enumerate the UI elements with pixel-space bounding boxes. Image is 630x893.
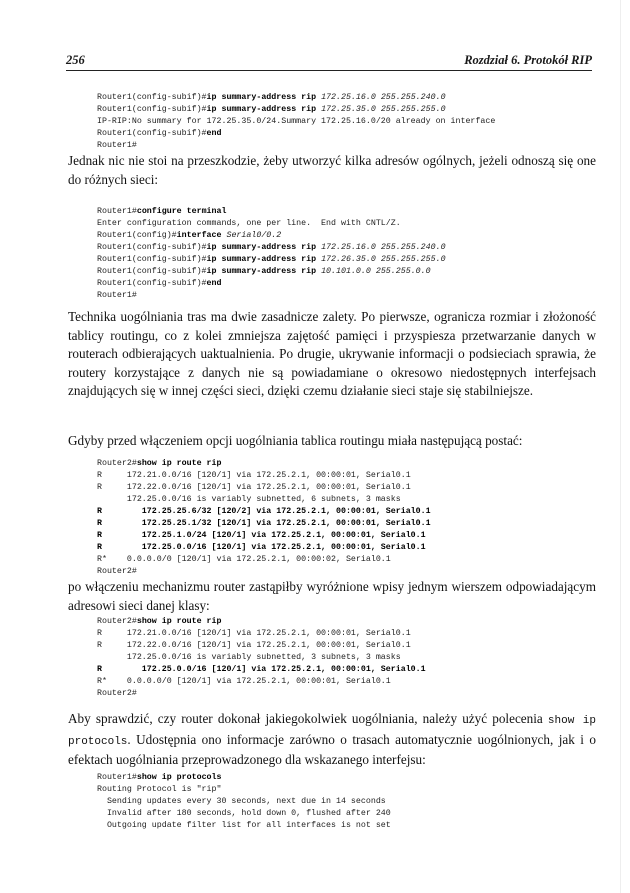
- code-command: ip summary-address rip: [206, 105, 317, 114]
- code-line: [97, 506, 431, 518]
- code-line: [97, 278, 446, 290]
- code-line: [97, 530, 431, 542]
- code-argument: 10.101.0.0 255.255.0.0: [321, 267, 431, 276]
- code-text: Routing Protocol is "rip": [97, 785, 222, 794]
- code-line: [97, 128, 495, 140]
- paragraph-multiple-summaries: Jednak nic nie stoi na przeszkodzie, żeby utworzyć kilka adresów ogólnych, jeżeli odnoszą się one do różnych sieci:: [68, 153, 596, 187]
- code-text: R 172.21.0.0/16 [120/1] via 172.25.2.1, 00:00:01, Serial0.1: [97, 629, 411, 638]
- code-text: Router1(config-subif)#: [97, 279, 207, 288]
- paragraph-text-before: Aby sprawdzić, czy router dokonał jakiegokolwiek uogólniania, należy użyć polecenia: [68, 711, 548, 726]
- code-text: R 172.22.0.0/16 [120/1] via 172.25.2.1, 00:00:01, Serial0.1: [97, 641, 411, 650]
- code-text: Router1#: [97, 141, 137, 150]
- page-header: [66, 48, 592, 71]
- code-line: [97, 616, 426, 628]
- code-line: [97, 628, 426, 640]
- code-command: interface: [176, 231, 222, 240]
- code-line: [97, 116, 495, 128]
- code-line: [97, 688, 426, 700]
- code-text: R* 0.0.0.0/0 [120/1] via 172.25.2.1, 00:00:02, Serial0.1: [97, 555, 391, 564]
- code-text: Router2#: [97, 689, 137, 698]
- code-line: [97, 254, 446, 266]
- code-line: [97, 266, 446, 278]
- code-command: end: [206, 129, 222, 138]
- code-line: [97, 772, 391, 784]
- code-argument: 172.25.16.0 255.255.240.0: [321, 93, 446, 102]
- code-line: [97, 820, 391, 832]
- code-block-show-ip-protocols: [97, 772, 391, 832]
- paragraph-text-after: . Udostępnia ono informacje zarówno o trasach automatycznie uogólnionych, jak i o efektach uogólniania przeprowadzonego dla wskazanego interfejsu:: [68, 731, 596, 767]
- code-line: [97, 206, 446, 218]
- code-line: [97, 566, 431, 578]
- code-line: [97, 518, 431, 530]
- code-text: Router2#: [97, 567, 137, 576]
- code-line: [97, 92, 495, 104]
- code-text: Router1#: [97, 207, 137, 216]
- code-text: Invalid after 180 seconds, hold down 0, flushed after 240: [97, 809, 391, 818]
- code-argument: Serial0/0.2: [226, 231, 282, 240]
- code-line: [97, 784, 391, 796]
- code-command: configure terminal: [136, 207, 227, 216]
- code-line: [97, 494, 431, 506]
- code-line: [97, 554, 431, 566]
- code-text: 172.25.0.0/16 is variably subnetted, 3 subnets, 3 masks: [97, 653, 401, 662]
- code-text: IP-RIP:No summary for 172.25.35.0/24.Summary 172.25.16.0/20 already on interface: [97, 117, 496, 126]
- code-command: ip summary-address rip: [206, 243, 317, 252]
- code-line: [97, 218, 446, 230]
- code-line: [97, 652, 426, 664]
- code-line: [97, 664, 426, 676]
- code-text: Router2#: [97, 459, 137, 468]
- paragraph-show-ip-protocols: [68, 710, 596, 770]
- code-block-route-table-before: [97, 458, 431, 578]
- code-line: [97, 104, 495, 116]
- code-line: [97, 140, 495, 152]
- code-text: Router1(config-subif)#: [97, 243, 207, 252]
- code-line: [97, 458, 431, 470]
- code-argument: 172.26.35.0 255.255.255.0: [321, 255, 446, 264]
- code-command: R 172.25.25.6/32 [120/2] via 172.25.2.1, 00:00:01, Serial0.1: [97, 507, 431, 516]
- code-text: R 172.21.0.0/16 [120/1] via 172.25.2.1, 00:00:01, Serial0.1: [97, 471, 411, 480]
- chapter-title: Rozdział 6. Protokół RIP: [464, 53, 592, 67]
- code-argument: 172.25.35.0 255.255.255.0: [321, 105, 446, 114]
- code-command: R 172.25.0.0/16 [120/1] via 172.25.2.1, 00:00:01, Serial0.1: [97, 665, 426, 674]
- code-text: Router1(config-subif)#: [97, 93, 207, 102]
- code-text: Router1(config-subif)#: [97, 255, 207, 264]
- code-line: [97, 290, 446, 302]
- code-text: Router2#: [97, 617, 137, 626]
- code-line: [97, 676, 426, 688]
- code-line: [97, 640, 426, 652]
- code-text: R* 0.0.0.0/0 [120/1] via 172.25.2.1, 00:00:01, Serial0.1: [97, 677, 391, 686]
- code-line: [97, 470, 431, 482]
- code-argument: 172.25.16.0 255.255.240.0: [321, 243, 446, 252]
- code-line: [97, 796, 391, 808]
- code-command: ip summary-address rip: [206, 255, 317, 264]
- code-command: show ip route rip: [136, 617, 222, 626]
- code-command: show ip protocols: [136, 773, 222, 782]
- code-block-summary-address: [97, 92, 495, 152]
- code-line: [97, 542, 431, 554]
- code-line: [97, 482, 431, 494]
- code-text: 172.25.0.0/16 is variably subnetted, 6 subnets, 3 masks: [97, 495, 401, 504]
- code-command: ip summary-address rip: [206, 267, 317, 276]
- paragraph-summarization-advantages: Technika uogólniania tras ma dwie zasadnicze zalety. Po pierwsze, ogranicza rozmiar i złożoność tablicy routingu, co z kolei zmniejsza zajętość pamięci i przyspiesza przetwarzanie danych w routerach odbierających uaktualnienia. Po drugie, ukrywanie informacji o podsieciach sprawia, że routery korzystające z danych nie są powiadamiane o okresowo niedostępnych interfejsach znajdujących się w innej części sieci, dzięki czemu działanie sieci staje się stabilniejsze.: [68, 309, 596, 398]
- code-text: Router1(config-subif)#: [97, 105, 207, 114]
- code-line: [97, 808, 391, 820]
- page-number: 256: [66, 53, 85, 67]
- code-text: Router1(config-subif)#: [97, 267, 207, 276]
- code-text: Sending updates every 30 seconds, next due in 14 seconds: [97, 797, 386, 806]
- inline-command: show ip protocols: [68, 715, 596, 748]
- code-command: R 172.25.25.1/32 [120/1] via 172.25.2.1, 00:00:01, Serial0.1: [97, 519, 431, 528]
- code-line: [97, 242, 446, 254]
- code-command: end: [206, 279, 222, 288]
- code-text: Outgoing update filter list for all interfaces is not set: [97, 821, 391, 830]
- code-text: R 172.22.0.0/16 [120/1] via 172.25.2.1, 00:00:01, Serial0.1: [97, 483, 411, 492]
- code-text: Enter configuration commands, one per line. End with CNTL/Z.: [97, 219, 401, 228]
- scan-edge-line: [620, 0, 621, 893]
- code-block-route-table-after: [97, 616, 426, 700]
- code-text: Router1#: [97, 773, 137, 782]
- code-text: Router1(config)#: [97, 231, 177, 240]
- code-line: [97, 230, 446, 242]
- code-command: R 172.25.1.0/24 [120/1] via 172.25.2.1, 00:00:01, Serial0.1: [97, 531, 426, 540]
- code-command: R 172.25.0.0/16 [120/1] via 172.25.2.1, 00:00:01, Serial0.1: [97, 543, 426, 552]
- paragraph-routing-table-before: Gdyby przed włączeniem opcji uogólniania tablica routingu miała następującą postać:: [68, 433, 523, 448]
- paragraph-routing-table-after: po włączeniu mechanizmu router zastąpiłby wyróżnione wpisy jednym wierszem odpowiadającym adresowi sieci danej klasy:: [68, 579, 596, 613]
- code-command: ip summary-address rip: [206, 93, 317, 102]
- code-block-configure-terminal: [97, 206, 446, 302]
- code-command: show ip route rip: [136, 459, 222, 468]
- code-text: Router1(config-subif)#: [97, 129, 207, 138]
- code-text: Router1#: [97, 291, 137, 300]
